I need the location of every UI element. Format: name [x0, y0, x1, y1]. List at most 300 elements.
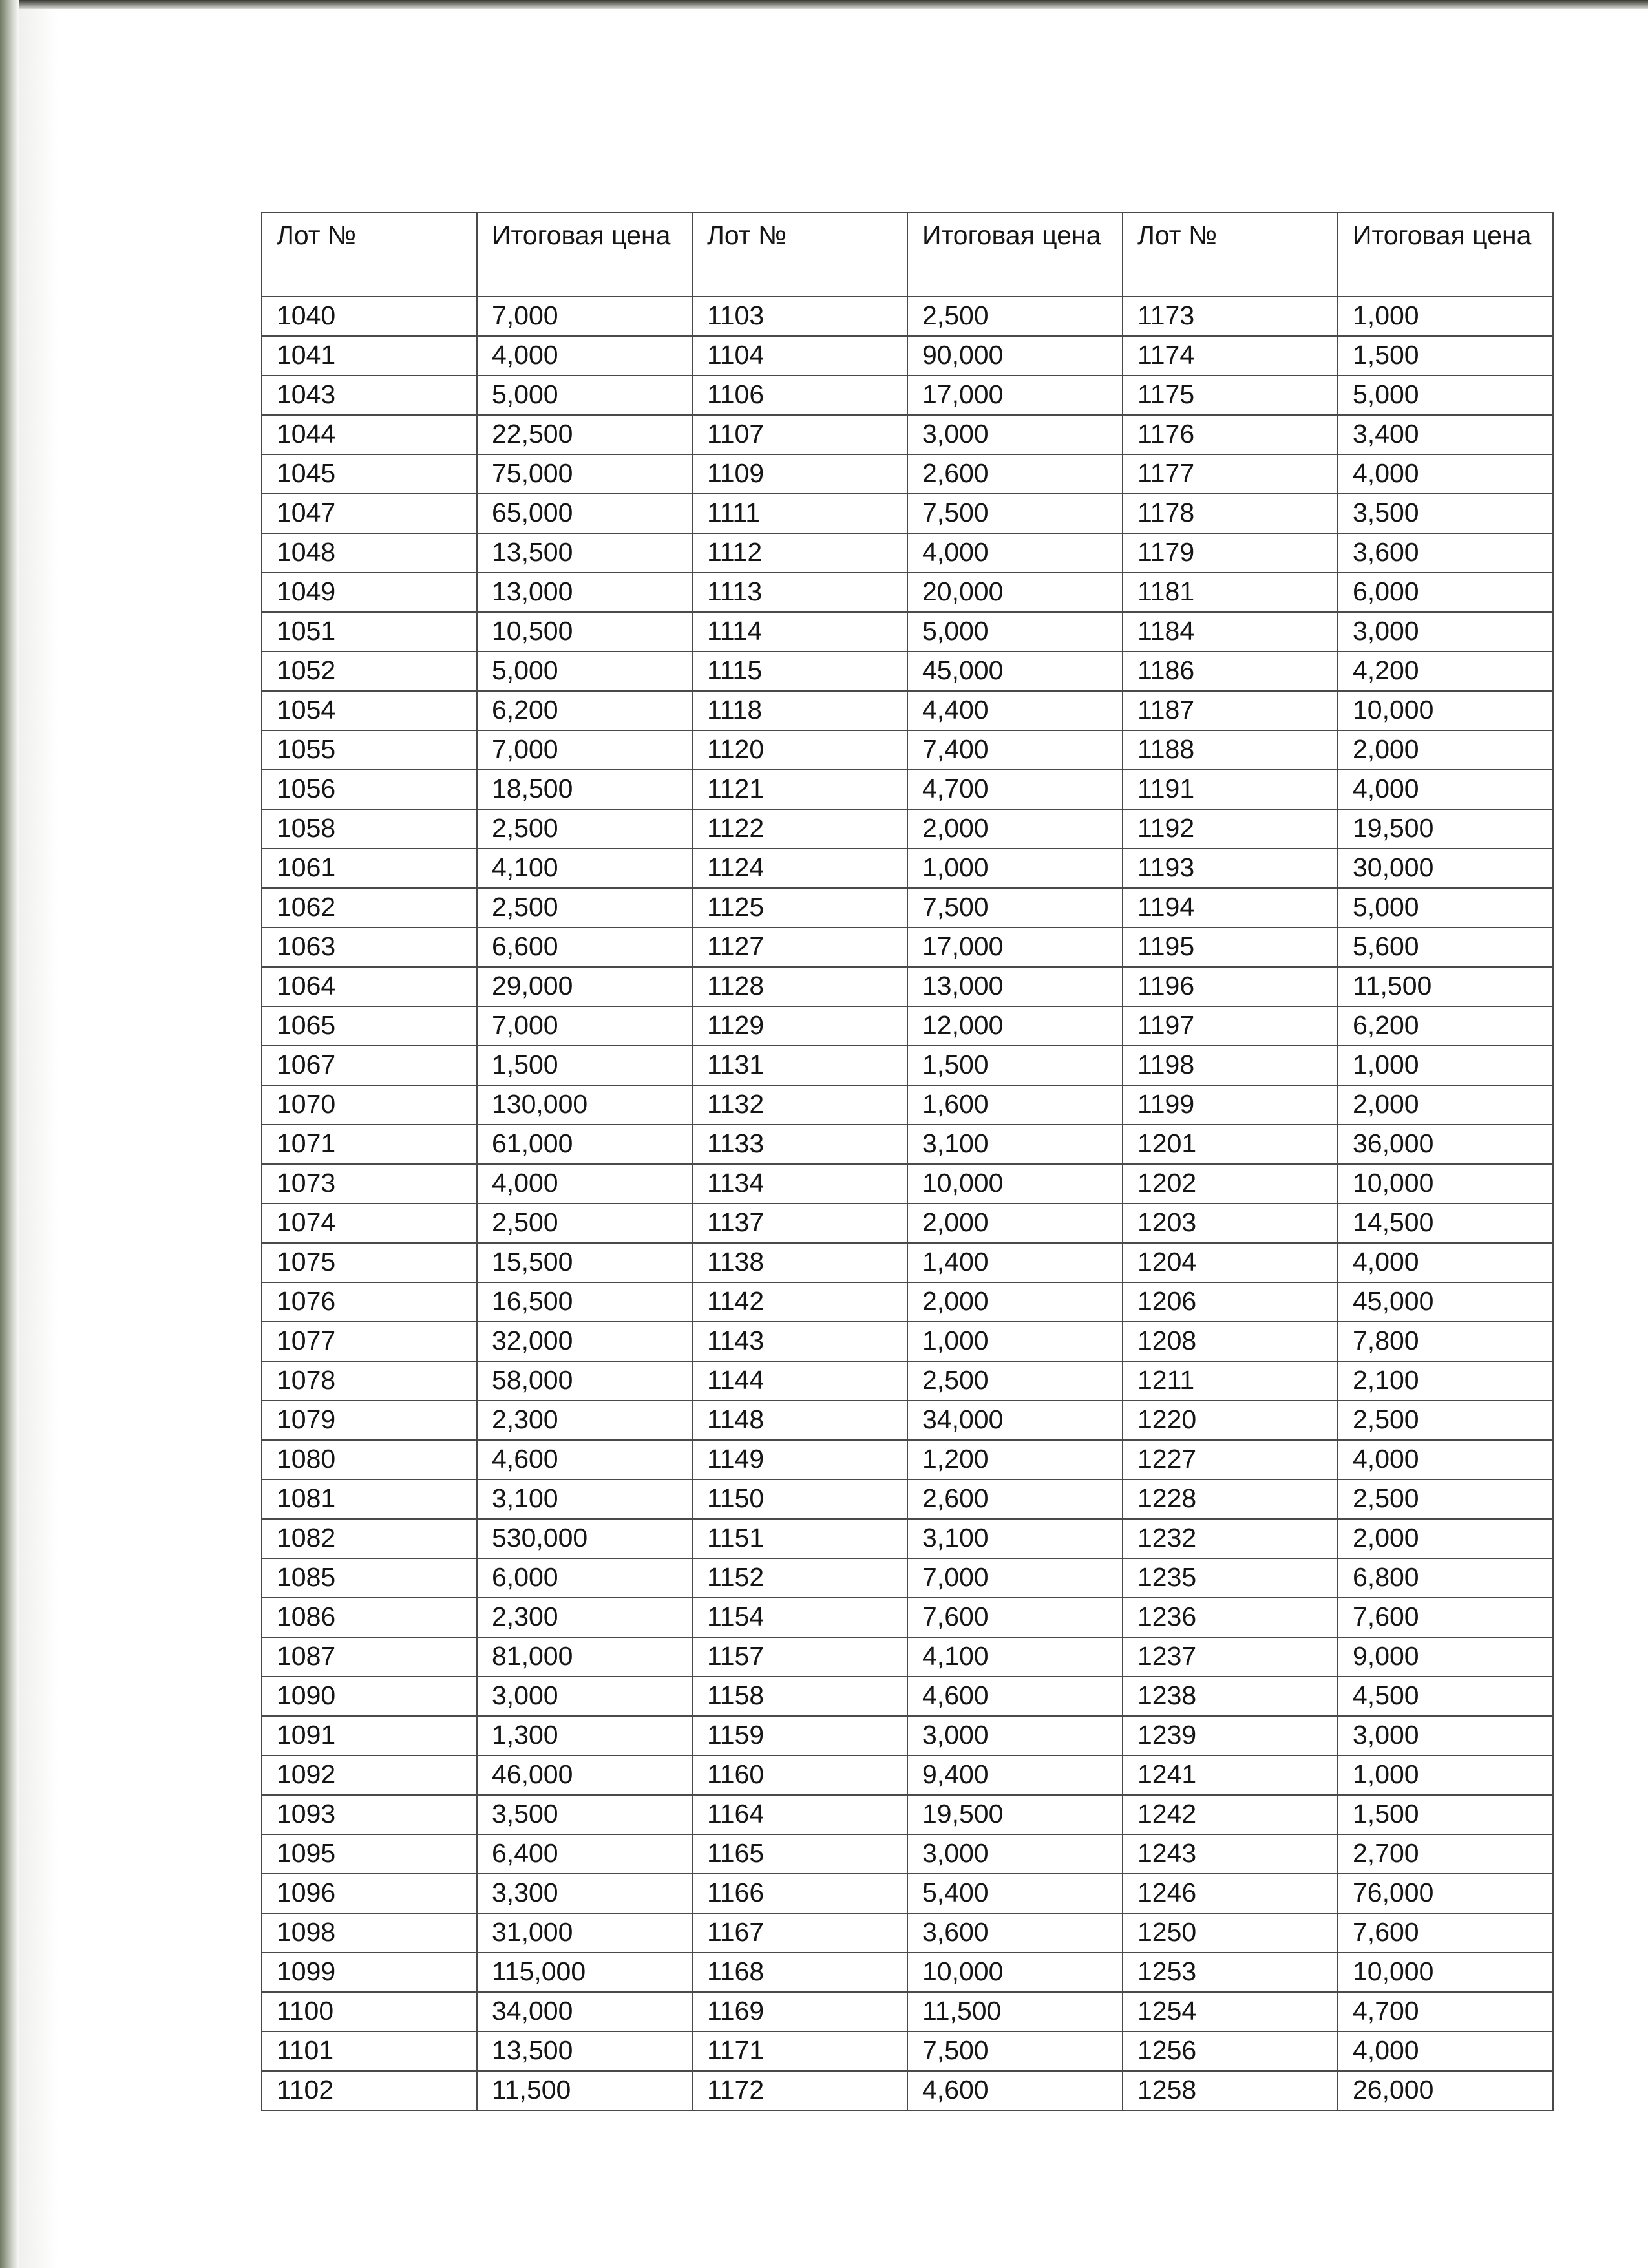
lot-number-cell: 1184	[1123, 612, 1338, 652]
final-price-cell: 2,500	[907, 1361, 1123, 1401]
final-price-cell: 6,400	[477, 1834, 692, 1874]
lot-number-cell: 1127	[692, 927, 907, 967]
final-price-cell: 45,000	[907, 652, 1123, 691]
final-price-cell: 4,000	[907, 533, 1123, 573]
final-price-cell: 2,600	[907, 1479, 1123, 1519]
final-price-cell: 3,100	[477, 1479, 692, 1519]
table-row	[262, 1834, 1553, 1874]
table-row	[262, 1282, 1553, 1322]
lot-number-cell: 1167	[692, 1913, 907, 1953]
final-price-cell: 4,000	[1338, 454, 1553, 494]
final-price-cell: 3,000	[907, 1716, 1123, 1755]
lot-number-cell: 1228	[1123, 1479, 1338, 1519]
final-price-cell: 3,500	[477, 1795, 692, 1834]
final-price-cell: 5,000	[907, 612, 1123, 652]
final-price-cell: 2,000	[1338, 730, 1553, 770]
final-price-cell: 36,000	[1338, 1125, 1553, 1164]
final-price-cell: 3,400	[1338, 415, 1553, 454]
lot-number-cell: 1074	[262, 1203, 477, 1243]
lot-number-cell: 1101	[262, 2031, 477, 2071]
lot-number-cell: 1165	[692, 1834, 907, 1874]
final-price-cell: 65,000	[477, 494, 692, 533]
lot-number-cell: 1104	[692, 336, 907, 376]
final-price-cell: 7,400	[907, 730, 1123, 770]
lot-number-cell: 1100	[262, 1992, 477, 2031]
final-price-cell: 4,000	[1338, 770, 1553, 809]
final-price-cell: 2,700	[1338, 1834, 1553, 1874]
final-price-cell: 11,500	[907, 1992, 1123, 2031]
lot-number-cell: 1107	[692, 415, 907, 454]
lot-number-cell: 1186	[1123, 652, 1338, 691]
final-price-cell: 1,000	[1338, 297, 1553, 336]
final-price-cell: 1,500	[907, 1046, 1123, 1085]
final-price-cell: 13,500	[477, 533, 692, 573]
header-lot-3: Лот №	[1123, 213, 1338, 297]
final-price-cell: 3,600	[907, 1913, 1123, 1953]
lot-number-cell: 1058	[262, 809, 477, 849]
table-row	[262, 849, 1553, 888]
final-price-cell: 4,000	[1338, 1440, 1553, 1479]
lot-number-cell: 1118	[692, 691, 907, 730]
final-price-cell: 90,000	[907, 336, 1123, 376]
table-row	[262, 1164, 1553, 1203]
table-row	[262, 1795, 1553, 1834]
final-price-cell: 3,000	[907, 1834, 1123, 1874]
lot-number-cell: 1157	[692, 1637, 907, 1677]
final-price-cell: 2,500	[477, 809, 692, 849]
table-body	[262, 297, 1553, 2110]
final-price-cell: 1,600	[907, 1085, 1123, 1125]
lot-number-cell: 1124	[692, 849, 907, 888]
lot-number-cell: 1236	[1123, 1598, 1338, 1637]
table-row	[262, 1519, 1553, 1558]
lot-number-cell: 1115	[692, 652, 907, 691]
final-price-cell: 81,000	[477, 1637, 692, 1677]
lot-number-cell: 1177	[1123, 454, 1338, 494]
lot-number-cell: 1090	[262, 1677, 477, 1716]
final-price-cell: 1,000	[907, 849, 1123, 888]
final-price-cell: 3,000	[907, 415, 1123, 454]
lot-number-cell: 1258	[1123, 2071, 1338, 2110]
table-row	[262, 1913, 1553, 1953]
final-price-cell: 9,000	[1338, 1637, 1553, 1677]
table-row	[262, 2031, 1553, 2071]
lot-number-cell: 1143	[692, 1322, 907, 1361]
lot-number-cell: 1220	[1123, 1401, 1338, 1440]
final-price-cell: 4,000	[1338, 2031, 1553, 2071]
lot-number-cell: 1061	[262, 849, 477, 888]
lot-number-cell: 1208	[1123, 1322, 1338, 1361]
lot-number-cell: 1106	[692, 376, 907, 415]
lot-number-cell: 1103	[692, 297, 907, 336]
final-price-cell: 2,000	[1338, 1085, 1553, 1125]
final-price-cell: 1,400	[907, 1243, 1123, 1282]
lot-number-cell: 1201	[1123, 1125, 1338, 1164]
final-price-cell: 6,200	[1338, 1006, 1553, 1046]
header-lot-2: Лот №	[692, 213, 907, 297]
table-row	[262, 809, 1553, 849]
table-row	[262, 1637, 1553, 1677]
header-price-2: Итоговая цена	[907, 213, 1123, 297]
lot-number-cell: 1049	[262, 573, 477, 612]
lot-number-cell: 1196	[1123, 967, 1338, 1006]
lot-number-cell: 1076	[262, 1282, 477, 1322]
header-price-1: Итоговая цена	[477, 213, 692, 297]
lot-number-cell: 1166	[692, 1874, 907, 1913]
final-price-cell: 4,600	[907, 1677, 1123, 1716]
table-row	[262, 730, 1553, 770]
lot-number-cell: 1241	[1123, 1755, 1338, 1795]
table-row	[262, 1755, 1553, 1795]
final-price-cell: 19,500	[1338, 809, 1553, 849]
scan-top-edge	[0, 0, 1648, 9]
final-price-cell: 7,000	[907, 1558, 1123, 1598]
final-price-cell: 1,500	[477, 1046, 692, 1085]
final-price-cell: 4,700	[1338, 1992, 1553, 2031]
final-price-cell: 2,000	[1338, 1519, 1553, 1558]
lot-number-cell: 1075	[262, 1243, 477, 1282]
table-row	[262, 888, 1553, 927]
final-price-cell: 58,000	[477, 1361, 692, 1401]
lot-number-cell: 1160	[692, 1755, 907, 1795]
header-row	[262, 213, 1553, 297]
lot-number-cell: 1102	[262, 2071, 477, 2110]
final-price-cell: 6,600	[477, 927, 692, 967]
final-price-cell: 30,000	[1338, 849, 1553, 888]
final-price-cell: 6,000	[477, 1558, 692, 1598]
lot-number-cell: 1197	[1123, 1006, 1338, 1046]
lot-number-cell: 1133	[692, 1125, 907, 1164]
final-price-cell: 530,000	[477, 1519, 692, 1558]
final-price-cell: 1,500	[1338, 336, 1553, 376]
final-price-cell: 14,500	[1338, 1203, 1553, 1243]
table-row	[262, 652, 1553, 691]
lot-number-cell: 1243	[1123, 1834, 1338, 1874]
final-price-cell: 6,800	[1338, 1558, 1553, 1598]
table-row	[262, 1874, 1553, 1913]
lot-number-cell: 1172	[692, 2071, 907, 2110]
lot-number-cell: 1152	[692, 1558, 907, 1598]
final-price-cell: 45,000	[1338, 1282, 1553, 1322]
lot-number-cell: 1051	[262, 612, 477, 652]
final-price-cell: 19,500	[907, 1795, 1123, 1834]
lot-number-cell: 1132	[692, 1085, 907, 1125]
table-row	[262, 1361, 1553, 1401]
final-price-cell: 3,500	[1338, 494, 1553, 533]
final-price-cell: 10,000	[1338, 1164, 1553, 1203]
lot-number-cell: 1203	[1123, 1203, 1338, 1243]
lot-number-cell: 1091	[262, 1716, 477, 1755]
final-price-cell: 4,100	[477, 849, 692, 888]
final-price-cell: 4,600	[477, 1440, 692, 1479]
lot-number-cell: 1044	[262, 415, 477, 454]
lot-number-cell: 1077	[262, 1322, 477, 1361]
final-price-cell: 7,800	[1338, 1322, 1553, 1361]
final-price-cell: 6,000	[1338, 573, 1553, 612]
final-price-cell: 5,000	[1338, 888, 1553, 927]
final-price-cell: 7,500	[907, 494, 1123, 533]
table-row	[262, 1953, 1553, 1992]
final-price-cell: 4,700	[907, 770, 1123, 809]
final-price-cell: 1,000	[1338, 1046, 1553, 1085]
table-row	[262, 770, 1553, 809]
final-price-cell: 2,100	[1338, 1361, 1553, 1401]
final-price-cell: 7,000	[477, 730, 692, 770]
final-price-cell: 3,100	[907, 1125, 1123, 1164]
table-row	[262, 1046, 1553, 1085]
lot-number-cell: 1188	[1123, 730, 1338, 770]
table-row	[262, 1203, 1553, 1243]
lot-number-cell: 1199	[1123, 1085, 1338, 1125]
final-price-cell: 12,000	[907, 1006, 1123, 1046]
table-row	[262, 1992, 1553, 2031]
lot-number-cell: 1099	[262, 1953, 477, 1992]
table-row	[262, 967, 1553, 1006]
table-row	[262, 1716, 1553, 1755]
final-price-cell: 7,600	[1338, 1598, 1553, 1637]
final-price-cell: 2,000	[907, 809, 1123, 849]
lot-price-table	[261, 212, 1554, 2111]
table-row	[262, 1125, 1553, 1164]
lot-number-cell: 1109	[692, 454, 907, 494]
final-price-cell: 7,500	[907, 2031, 1123, 2071]
lot-number-cell: 1235	[1123, 1558, 1338, 1598]
final-price-cell: 5,600	[1338, 927, 1553, 967]
lot-number-cell: 1204	[1123, 1243, 1338, 1282]
lot-number-cell: 1125	[692, 888, 907, 927]
final-price-cell: 6,200	[477, 691, 692, 730]
final-price-cell: 3,000	[1338, 1716, 1553, 1755]
lot-number-cell: 1114	[692, 612, 907, 652]
final-price-cell: 11,500	[477, 2071, 692, 2110]
lot-number-cell: 1150	[692, 1479, 907, 1519]
lot-number-cell: 1122	[692, 809, 907, 849]
final-price-cell: 1,500	[1338, 1795, 1553, 1834]
final-price-cell: 2,500	[477, 1203, 692, 1243]
table-row	[262, 336, 1553, 376]
lot-number-cell: 1070	[262, 1085, 477, 1125]
final-price-cell: 3,300	[477, 1874, 692, 1913]
lot-number-cell: 1056	[262, 770, 477, 809]
lot-number-cell: 1063	[262, 927, 477, 967]
lot-number-cell: 1198	[1123, 1046, 1338, 1085]
table-row	[262, 1677, 1553, 1716]
final-price-cell: 10,000	[1338, 691, 1553, 730]
table-row	[262, 1558, 1553, 1598]
lot-number-cell: 1092	[262, 1755, 477, 1795]
lot-number-cell: 1096	[262, 1874, 477, 1913]
lot-number-cell: 1256	[1123, 2031, 1338, 2071]
final-price-cell: 130,000	[477, 1085, 692, 1125]
lot-number-cell: 1071	[262, 1125, 477, 1164]
lot-number-cell: 1168	[692, 1953, 907, 1992]
lot-number-cell: 1138	[692, 1243, 907, 1282]
final-price-cell: 34,000	[477, 1992, 692, 2031]
header-lot-1: Лот №	[262, 213, 477, 297]
final-price-cell: 15,500	[477, 1243, 692, 1282]
lot-number-cell: 1080	[262, 1440, 477, 1479]
lot-number-cell: 1169	[692, 1992, 907, 2031]
lot-number-cell: 1191	[1123, 770, 1338, 809]
lot-number-cell: 1178	[1123, 494, 1338, 533]
lot-number-cell: 1120	[692, 730, 907, 770]
table-row	[262, 573, 1553, 612]
final-price-cell: 7,600	[907, 1598, 1123, 1637]
final-price-cell: 3,000	[1338, 612, 1553, 652]
final-price-cell: 2,600	[907, 454, 1123, 494]
lot-number-cell: 1164	[692, 1795, 907, 1834]
lot-number-cell: 1067	[262, 1046, 477, 1085]
lot-number-cell: 1195	[1123, 927, 1338, 967]
final-price-cell: 5,000	[477, 376, 692, 415]
lot-number-cell: 1047	[262, 494, 477, 533]
final-price-cell: 2,500	[1338, 1479, 1553, 1519]
lot-number-cell: 1043	[262, 376, 477, 415]
final-price-cell: 7,500	[907, 888, 1123, 927]
lot-number-cell: 1154	[692, 1598, 907, 1637]
lot-number-cell: 1193	[1123, 849, 1338, 888]
lot-number-cell: 1065	[262, 1006, 477, 1046]
lot-number-cell: 1081	[262, 1479, 477, 1519]
table-row	[262, 927, 1553, 967]
lot-number-cell: 1148	[692, 1401, 907, 1440]
lot-number-cell: 1175	[1123, 376, 1338, 415]
lot-number-cell: 1187	[1123, 691, 1338, 730]
table-row	[262, 1243, 1553, 1282]
final-price-cell: 10,000	[907, 1164, 1123, 1203]
final-price-cell: 34,000	[907, 1401, 1123, 1440]
final-price-cell: 3,100	[907, 1519, 1123, 1558]
final-price-cell: 2,000	[907, 1203, 1123, 1243]
table-row	[262, 2071, 1553, 2110]
final-price-cell: 4,600	[907, 2071, 1123, 2110]
final-price-cell: 26,000	[1338, 2071, 1553, 2110]
final-price-cell: 32,000	[477, 1322, 692, 1361]
lot-number-cell: 1052	[262, 652, 477, 691]
lot-number-cell: 1242	[1123, 1795, 1338, 1834]
final-price-cell: 3,000	[477, 1677, 692, 1716]
final-price-cell: 10,000	[1338, 1953, 1553, 1992]
final-price-cell: 7,600	[1338, 1913, 1553, 1953]
table-row	[262, 1401, 1553, 1440]
lot-number-cell: 1173	[1123, 297, 1338, 336]
lot-number-cell: 1171	[692, 2031, 907, 2071]
final-price-cell: 22,500	[477, 415, 692, 454]
final-price-cell: 2,300	[477, 1401, 692, 1440]
lot-number-cell: 1238	[1123, 1677, 1338, 1716]
lot-number-cell: 1144	[692, 1361, 907, 1401]
lot-number-cell: 1055	[262, 730, 477, 770]
final-price-cell: 13,000	[477, 573, 692, 612]
header-price-3: Итоговая цена	[1338, 213, 1553, 297]
lot-number-cell: 1137	[692, 1203, 907, 1243]
final-price-cell: 1,000	[1338, 1755, 1553, 1795]
final-price-cell: 5,400	[907, 1874, 1123, 1913]
final-price-cell: 61,000	[477, 1125, 692, 1164]
final-price-cell: 2,500	[1338, 1401, 1553, 1440]
final-price-cell: 7,000	[477, 1006, 692, 1046]
final-price-cell: 4,100	[907, 1637, 1123, 1677]
final-price-cell: 5,000	[477, 652, 692, 691]
final-price-cell: 4,400	[907, 691, 1123, 730]
lot-number-cell: 1254	[1123, 1992, 1338, 2031]
table-row	[262, 454, 1553, 494]
final-price-cell: 4,000	[1338, 1243, 1553, 1282]
lot-number-cell: 1093	[262, 1795, 477, 1834]
lot-number-cell: 1179	[1123, 533, 1338, 573]
final-price-cell: 4,000	[477, 1164, 692, 1203]
lot-number-cell: 1129	[692, 1006, 907, 1046]
final-price-cell: 7,000	[477, 297, 692, 336]
lot-number-cell: 1041	[262, 336, 477, 376]
final-price-cell: 2,000	[907, 1282, 1123, 1322]
lot-number-cell: 1062	[262, 888, 477, 927]
final-price-cell: 10,000	[907, 1953, 1123, 1992]
table-row	[262, 1006, 1553, 1046]
final-price-cell: 3,600	[1338, 533, 1553, 573]
lot-number-cell: 1095	[262, 1834, 477, 1874]
final-price-cell: 5,000	[1338, 376, 1553, 415]
lot-number-cell: 1131	[692, 1046, 907, 1085]
lot-number-cell: 1085	[262, 1558, 477, 1598]
lot-number-cell: 1048	[262, 533, 477, 573]
final-price-cell: 13,000	[907, 967, 1123, 1006]
lot-number-cell: 1064	[262, 967, 477, 1006]
lot-number-cell: 1134	[692, 1164, 907, 1203]
lot-number-cell: 1111	[692, 494, 907, 533]
lot-number-cell: 1079	[262, 1401, 477, 1440]
table-row	[262, 1598, 1553, 1637]
table-row	[262, 533, 1553, 573]
final-price-cell: 75,000	[477, 454, 692, 494]
final-price-cell: 17,000	[907, 927, 1123, 967]
final-price-cell: 4,200	[1338, 652, 1553, 691]
table-row	[262, 1440, 1553, 1479]
final-price-cell: 115,000	[477, 1953, 692, 1992]
table-row	[262, 612, 1553, 652]
lot-number-cell: 1192	[1123, 809, 1338, 849]
table-row	[262, 297, 1553, 336]
final-price-cell: 46,000	[477, 1755, 692, 1795]
final-price-cell: 1,000	[907, 1322, 1123, 1361]
scan-left-edge	[0, 0, 19, 2268]
final-price-cell: 29,000	[477, 967, 692, 1006]
final-price-cell: 2,500	[907, 297, 1123, 336]
lot-number-cell: 1151	[692, 1519, 907, 1558]
lot-number-cell: 1194	[1123, 888, 1338, 927]
final-price-cell: 10,500	[477, 612, 692, 652]
lot-number-cell: 1112	[692, 533, 907, 573]
final-price-cell: 4,500	[1338, 1677, 1553, 1716]
table-row	[262, 415, 1553, 454]
table-row	[262, 1322, 1553, 1361]
lot-number-cell: 1181	[1123, 573, 1338, 612]
table-row	[262, 1085, 1553, 1125]
lot-number-cell: 1246	[1123, 1874, 1338, 1913]
final-price-cell: 11,500	[1338, 967, 1553, 1006]
lot-number-cell: 1232	[1123, 1519, 1338, 1558]
lot-number-cell: 1082	[262, 1519, 477, 1558]
lot-number-cell: 1253	[1123, 1953, 1338, 1992]
lot-number-cell: 1149	[692, 1440, 907, 1479]
lot-number-cell: 1128	[692, 967, 907, 1006]
lot-number-cell: 1121	[692, 770, 907, 809]
lot-number-cell: 1250	[1123, 1913, 1338, 1953]
final-price-cell: 20,000	[907, 573, 1123, 612]
lot-number-cell: 1040	[262, 297, 477, 336]
final-price-cell: 17,000	[907, 376, 1123, 415]
table-row	[262, 376, 1553, 415]
